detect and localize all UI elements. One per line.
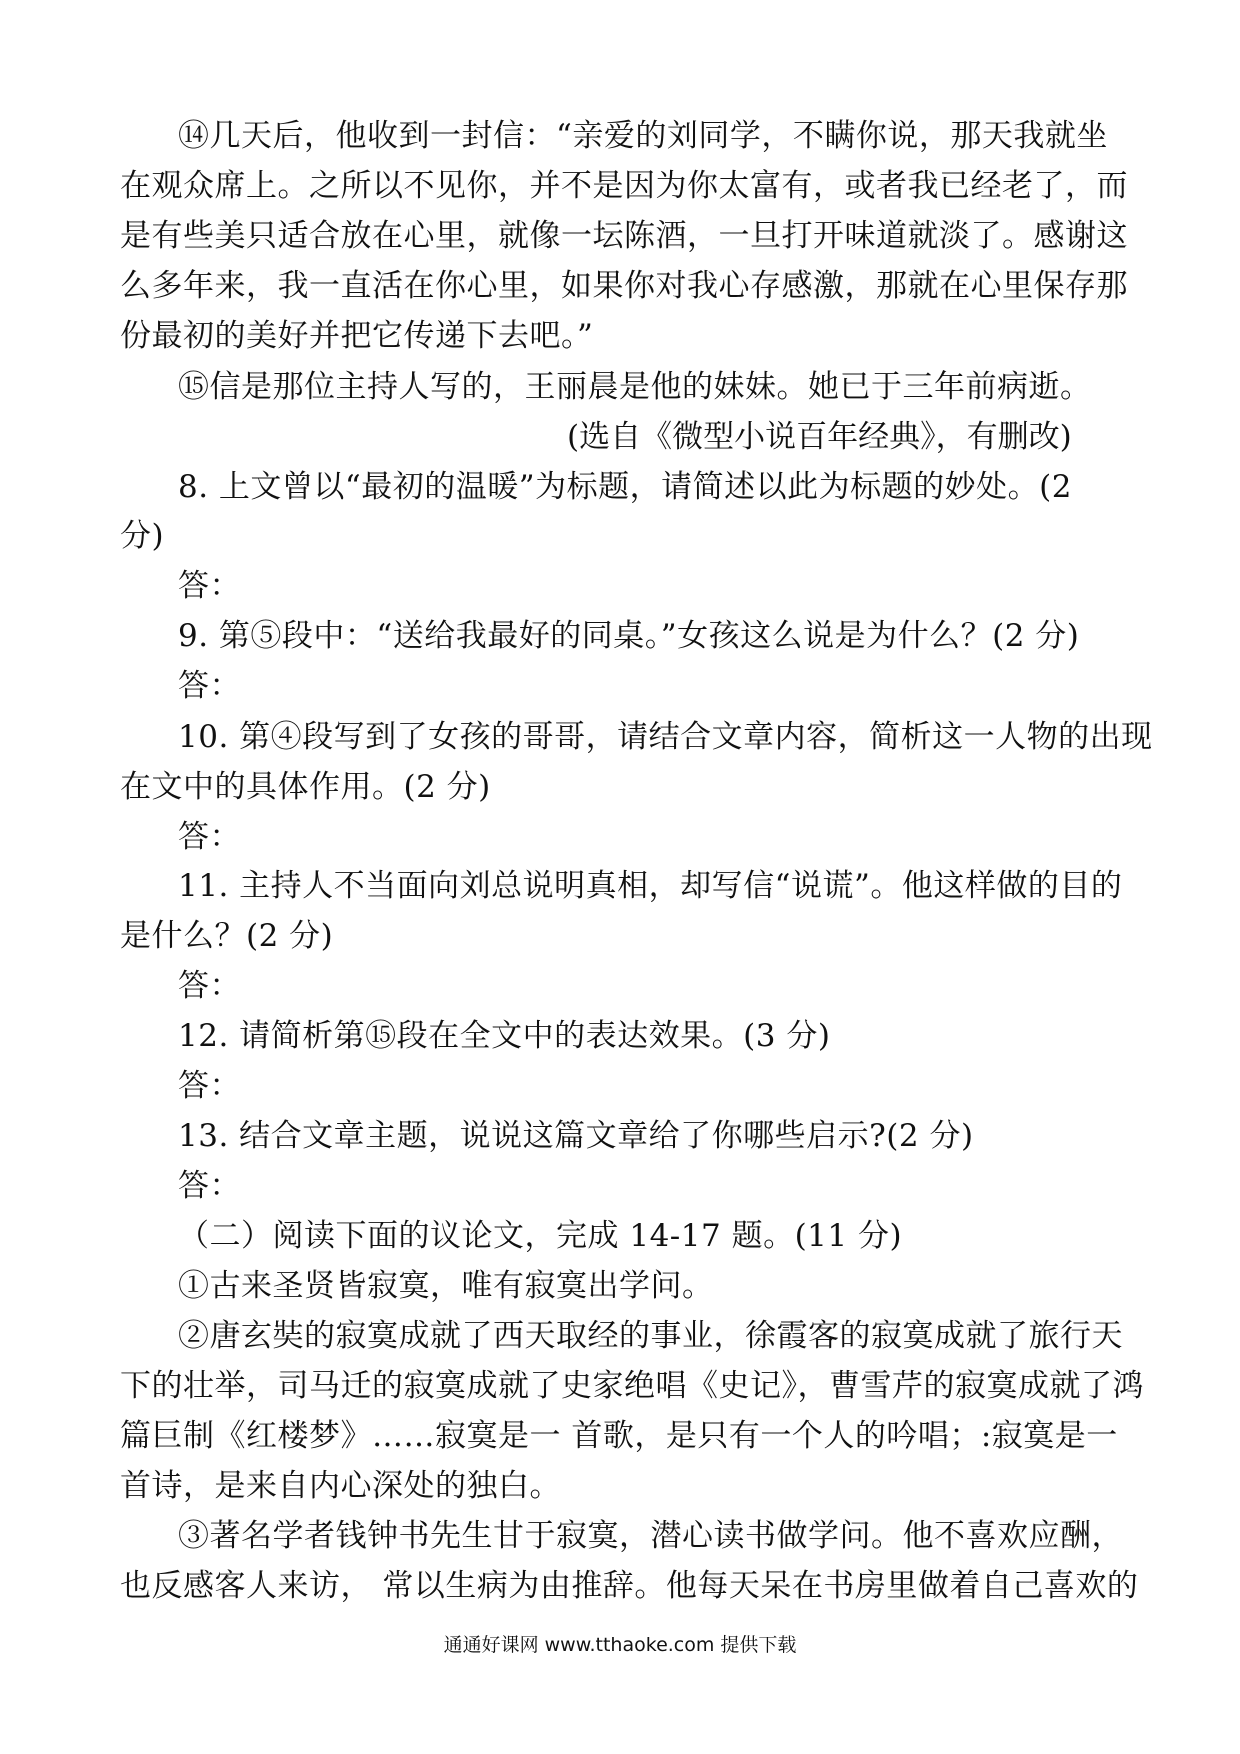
question-8-line-1: 8. 上文曾以“最初的温暖”为标题，请简述以此为标题的妙处。(2 xyxy=(178,469,1072,505)
paragraph-14-line-1: ⑭几天后，他收到一封信：“亲爱的刘同学，不瞒你说，那天我就坐 xyxy=(178,118,1108,154)
paragraph-14-line-4: 么多年来，我一直活在你心里，如果你对我心存感激，那就在心里保存那 xyxy=(120,268,1128,304)
question-11-line-1: 11. 主持人不当面向刘总说明真相，却写信“说谎”。他这样做的目的 xyxy=(178,868,1123,904)
essay-paragraph-2-line-3: 篇巨制《红楼梦》……寂寞是一 首歌，是只有一个人的吟唱；:寂寞是一 xyxy=(120,1418,1118,1454)
question-8-answer: 答： xyxy=(178,568,241,604)
paragraph-14-line-2: 在观众席上。之所以不见你，并不是因为你太富有，或者我已经老了，而 xyxy=(120,168,1128,204)
question-10-line-2: 在文中的具体作用。(2 分) xyxy=(120,769,491,805)
question-11-line-2: 是什么？(2 分) xyxy=(120,918,334,954)
question-8-line-2: 分) xyxy=(120,518,165,554)
essay-paragraph-1: ①古来圣贤皆寂寞，唯有寂寞出学问。 xyxy=(178,1268,714,1304)
paragraph-14-line-5: 份最初的美好并把它传递下去吧。” xyxy=(120,318,594,354)
page-footer: 通通好课网 www.tthaoke.com 提供下载 xyxy=(443,1634,797,1656)
section-2-heading: （二）阅读下面的议论文，完成 14-17 题。(11 分) xyxy=(178,1218,903,1254)
question-10-line-1: 10. 第④段写到了女孩的哥哥，请结合文章内容，简析这一人物的出现 xyxy=(178,719,1153,755)
question-12-answer: 答： xyxy=(178,1068,241,1104)
essay-paragraph-3-line-2: 也反感客人来访， 常以生病为由推辞。他每天呆在书房里做着自己喜欢的 xyxy=(120,1568,1139,1604)
question-12: 12. 请简析第⑮段在全文中的表达效果。(3 分) xyxy=(178,1018,831,1054)
question-13: 13. 结合文章主题，说说这篇文章给了你哪些启示?(2 分) xyxy=(178,1118,974,1154)
essay-paragraph-3-line-1: ③著名学者钱钟书先生甘于寂寞，潜心读书做学问。他不喜欢应酬， xyxy=(178,1518,1123,1554)
question-10-answer: 答： xyxy=(178,819,241,855)
paragraph-15: ⑮信是那位主持人写的，王丽晨是他的妹妹。她已于三年前病逝。 xyxy=(178,369,1092,405)
essay-paragraph-2-line-1: ②唐玄奘的寂寞成就了西天取经的事业，徐霞客的寂寞成就了旅行天 xyxy=(178,1318,1123,1354)
question-11-answer: 答： xyxy=(178,968,241,1004)
paragraph-14-line-3: 是有些美只适合放在心里，就像一坛陈酒，一旦打开味道就淡了。感谢这 xyxy=(120,218,1128,254)
essay-paragraph-2-line-2: 下的壮举，司马迁的寂寞成就了史家绝唱《史记》，曹雪芹的寂寞成就了鸿 xyxy=(120,1368,1144,1404)
source-citation: (选自《微型小说百年经典》，有删改) xyxy=(567,419,1072,455)
question-9: 9. 第⑤段中：“送给我最好的同桌。”女孩这么说是为什么？(2 分) xyxy=(178,618,1080,654)
question-9-answer: 答： xyxy=(178,668,241,704)
essay-paragraph-2-line-4: 首诗，是来自内心深处的独白。 xyxy=(120,1468,561,1504)
question-13-answer: 答： xyxy=(178,1168,241,1204)
